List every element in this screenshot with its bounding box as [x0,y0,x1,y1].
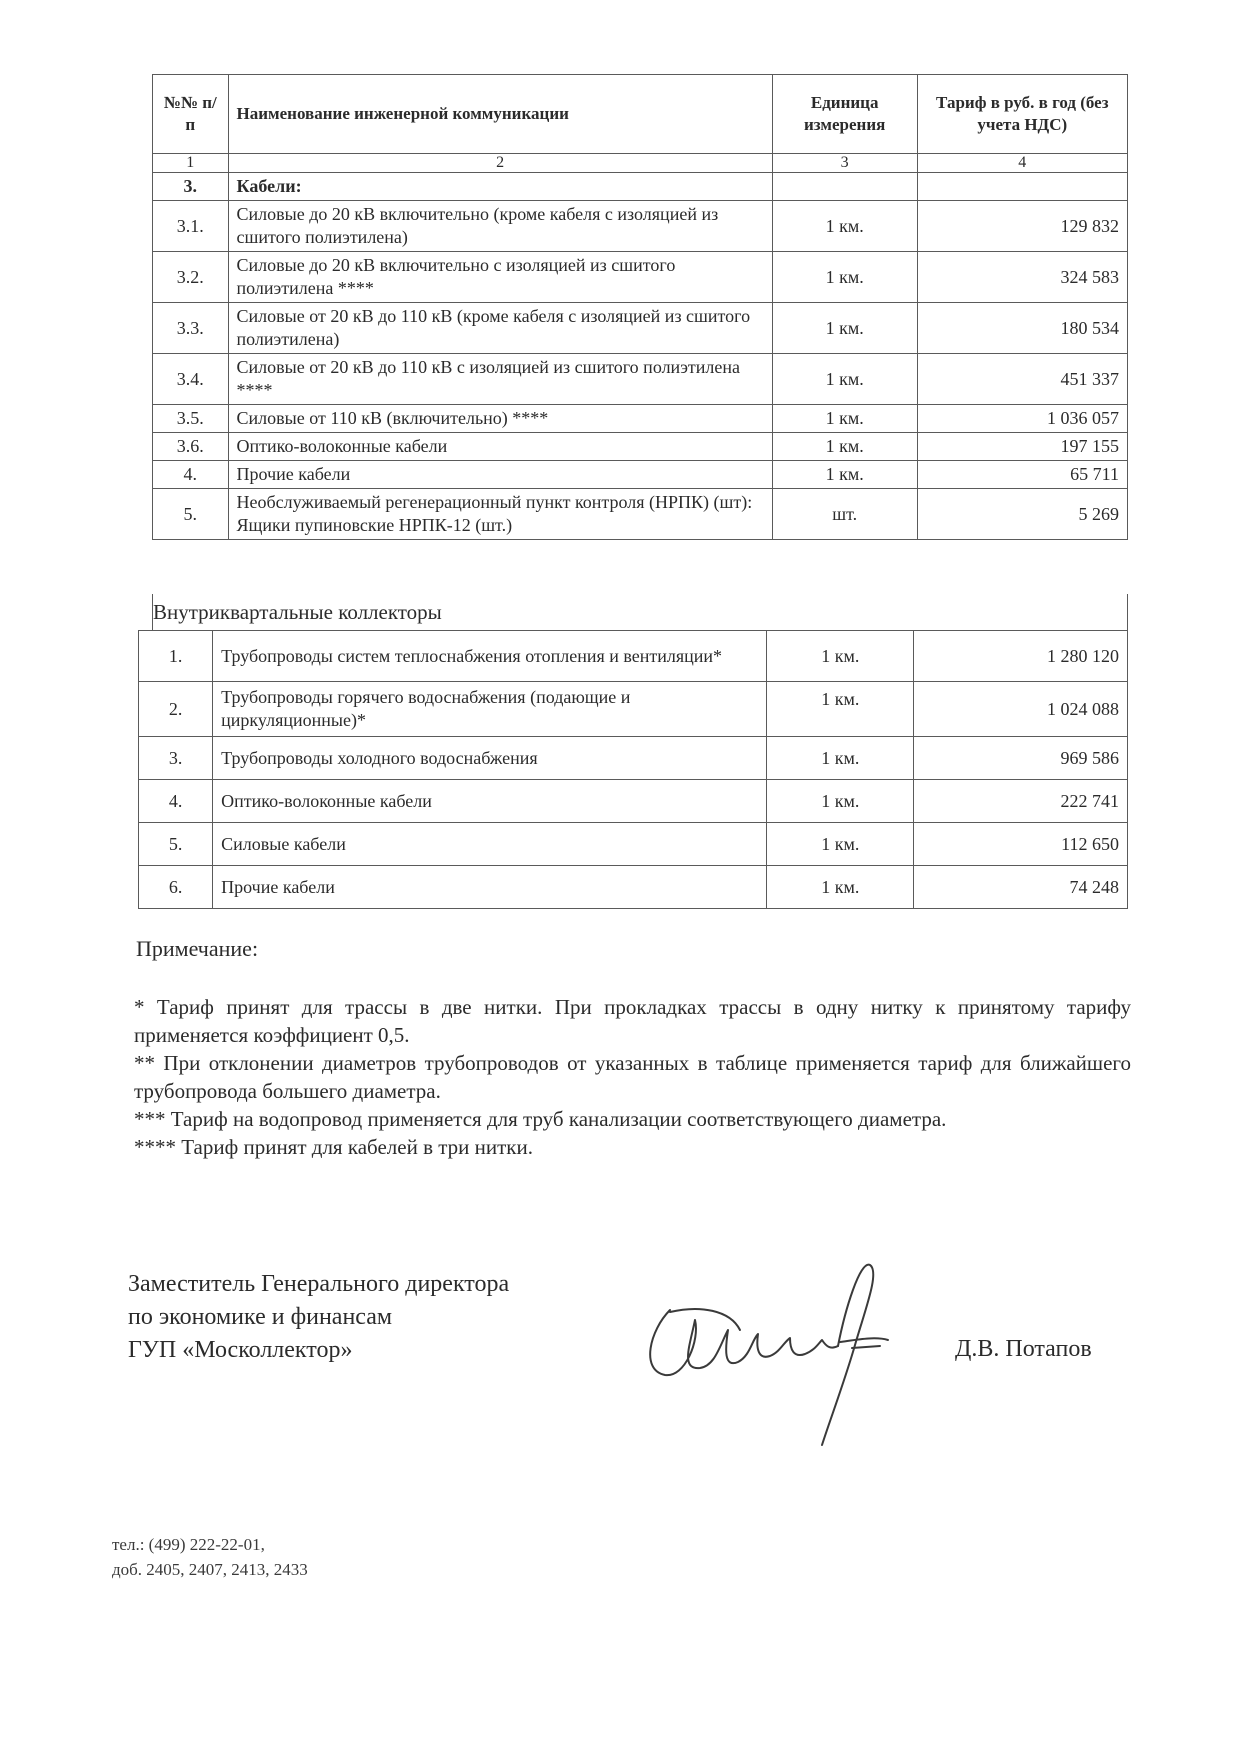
section-title-text: Внутриквартальные коллекторы [153,600,442,624]
row-tariff: 1 024 088 [914,682,1128,737]
table-row [139,737,1128,780]
row-name: Кабели: [228,173,772,201]
row-number: 3.3. [153,303,229,354]
signer-title [128,1268,509,1367]
row-name: Оптико-волоконные кабели [213,780,767,823]
header-num: №№ п/п [153,75,229,154]
row-unit: 1 км. [767,737,914,780]
row-unit: 1 км. [772,303,917,354]
row-unit: 1 км. [772,252,917,303]
table-row [153,201,1128,252]
row-tariff: 969 586 [914,737,1128,780]
row-tariff: 324 583 [917,252,1127,303]
row-unit: 1 км. [767,866,914,909]
row-tariff: 5 269 [917,489,1127,540]
row-unit: 1 км. [772,201,917,252]
header-name: Наименование инженерной коммуникации [228,75,772,154]
row-tariff: 65 711 [917,461,1127,489]
row-unit: 1 км. [767,682,914,737]
table-header-row [153,75,1128,154]
index-cell: 1 [153,154,229,173]
index-cell: 2 [228,154,772,173]
row-number: 3. [139,737,213,780]
row-unit: 1 км. [767,823,914,866]
table-row [153,303,1128,354]
row-number: 3.4. [153,354,229,405]
header-tariff: Тариф в руб. в год (без учета НДС) [917,75,1127,154]
row-tariff: 1 036 057 [917,405,1127,433]
row-name: Силовые до 20 кВ включительно с изоляцией из сшитого полиэтилена **** [228,252,772,303]
column-index-row [153,154,1128,173]
note-item: *** Тариф на водопровод применяется для труб канализации соответствующего диаметра. [134,1107,947,1131]
row-tariff: 112 650 [914,823,1128,866]
handwritten-signature [640,1250,920,1450]
row-number: 1. [139,631,213,682]
row-tariff: 180 534 [917,303,1127,354]
row-unit: 1 км. [772,461,917,489]
contact-phone: тел.: (499) 222-22-01, [112,1535,265,1554]
row-tariff: 222 741 [914,780,1128,823]
row-unit: 1 км. [767,780,914,823]
row-number: 4. [139,780,213,823]
row-tariff: 451 337 [917,354,1127,405]
row-number: 3. [153,173,229,201]
table-row [139,780,1128,823]
table-row [153,461,1128,489]
table-row [153,489,1128,540]
row-number: 3.6. [153,433,229,461]
index-cell: 3 [772,154,917,173]
row-name: Оптико-волоконные кабели [228,433,772,461]
row-unit [772,173,917,201]
row-tariff: 74 248 [914,866,1128,909]
row-unit: шт. [772,489,917,540]
row-name: Силовые от 110 кВ (включительно) **** [228,405,772,433]
row-unit: 1 км. [772,354,917,405]
note-item: * Тариф принят для трассы в две нитки. При прокладках трассы в одну нитку к принятому тарифу применяется коэффициент 0,5. [134,995,1131,1047]
contact-extensions: доб. 2405, 2407, 2413, 2433 [112,1560,308,1579]
row-tariff [917,173,1127,201]
header-unit: Единица измерения [772,75,917,154]
table-row [153,173,1128,201]
tariff-table-collectors [138,630,1128,909]
signer-title-line: по экономике и финансам [128,1304,393,1330]
signer-name: Д.В. Потапов [955,1336,1092,1362]
row-number: 3.1. [153,201,229,252]
row-tariff: 1 280 120 [914,631,1128,682]
index-cell: 4 [917,154,1127,173]
note-item: ** При отклонении диаметров трубопроводов от указанных в таблице применяется тариф для ближайшего трубопровода большего диаметра. [134,1051,1131,1103]
table-row [153,405,1128,433]
row-name: Трубопроводы горячего водоснабжения (подающие и циркуляционные)* [213,682,767,737]
table-row [153,354,1128,405]
row-number: 3.2. [153,252,229,303]
table-row [139,823,1128,866]
contact-info [112,1532,308,1582]
table-row [139,866,1128,909]
note-item: **** Тариф принят для кабелей в три нитки. [134,1135,533,1159]
notes-list [134,993,1131,1161]
row-tariff: 129 832 [917,201,1127,252]
table-row [139,631,1128,682]
table-body [139,631,1128,909]
row-unit: 1 км. [772,405,917,433]
table-body [153,154,1128,540]
row-name: Прочие кабели [213,866,767,909]
row-name: Силовые от 20 кВ до 110 кВ (кроме кабеля с изоляцией из сшитого полиэтилена) [228,303,772,354]
signer-title-line: Заместитель Генерального директора [128,1271,510,1297]
row-name: Силовые кабели [213,823,767,866]
row-number: 5. [153,489,229,540]
row-name: Трубопроводы холодного водоснабжения [213,737,767,780]
table-row [153,433,1128,461]
row-tariff: 197 155 [917,433,1127,461]
signer-title-line: ГУП «Москоллектор» [128,1337,353,1363]
row-number: 4. [153,461,229,489]
row-unit: 1 км. [767,631,914,682]
tariff-table-cables [152,74,1128,540]
row-name: Прочие кабели [228,461,772,489]
row-number: 2. [139,682,213,737]
row-name: Трубопроводы систем теплоснабжения отопления и вентиляции* [213,631,767,682]
row-number: 5. [139,823,213,866]
table-row [139,682,1128,737]
row-name: Необслуживаемый регенерационный пункт контроля (НРПК) (шт): Ящики пупиновские НРПК-12 (шт.) [228,489,772,540]
notes-heading: Примечание: [136,936,259,961]
row-number: 3.5. [153,405,229,433]
row-unit: 1 км. [772,433,917,461]
row-number: 6. [139,866,213,909]
section-title [152,594,1128,630]
table-row [153,252,1128,303]
row-name: Силовые от 20 кВ до 110 кВ с изоляцией из сшитого полиэтилена **** [228,354,772,405]
row-name: Силовые до 20 кВ включительно (кроме кабеля с изоляцией из сшитого полиэтилена) [228,201,772,252]
